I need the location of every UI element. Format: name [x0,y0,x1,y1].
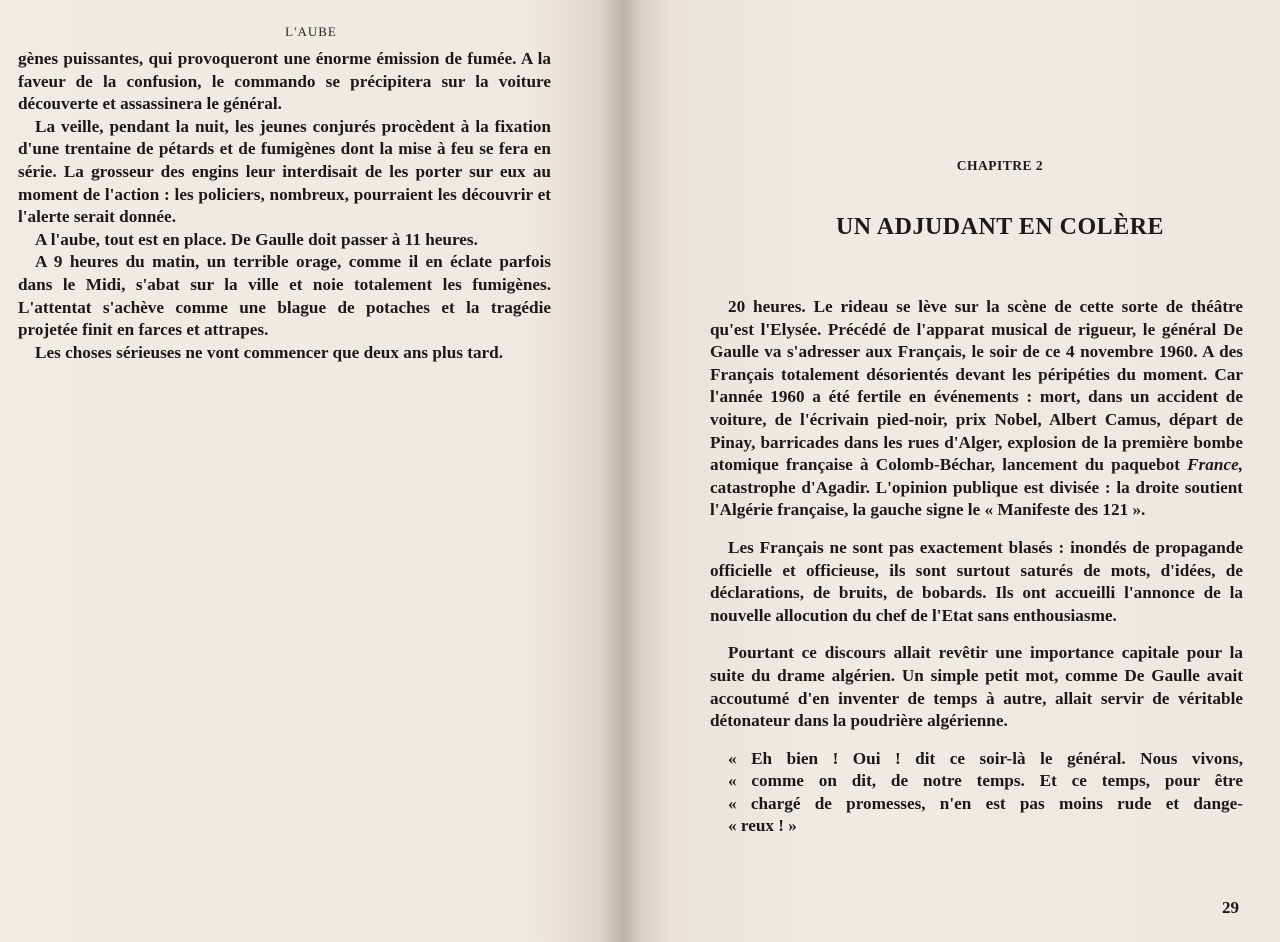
quote-line: « comme on dit, de notre temps. Et ce temps, pour être [728,771,1243,791]
paragraph [710,296,1243,522]
left-page [0,0,622,942]
chapter-title: UN ADJUDANT EN COLÈRE [835,214,1165,240]
running-head: L'AUBE [285,24,337,39]
paragraph: A l'aube, tout est en place. De Gaulle doit passer à 11 heures. [35,229,478,249]
quotation [710,748,1243,838]
paragraph: La veille, pendant la nuit, les jeunes conjurés procèdent à la fixation d'une trentaine de pétards et de fumigènes dont la mise à feu se fera en série. La grosseur des engins leur interdisait de les porter sur eux au moment de l'action : les policiers, nombreux, pourraient les découvrir et l'alerte serait donnée. [18,116,551,227]
paragraph-text: catastrophe d'Agadir. L'opinion publique est divisée : la droite soutient l'Algérie française, la gauche signe le « Manifeste des 121 ». [710,477,1243,520]
page-number: 29 [1222,898,1239,917]
right-body-text [710,296,1243,838]
quote-line: « reux ! » [728,816,797,836]
paragraph-text: 20 heures. Le rideau se lève sur la scène de cette sorte de théâtre qu'est l'Elysée. Précédé de l'apparat musical de rigueur, le général De Gaulle va s'adresser aux Français, le soir de ce 4 novembre 1960. A des Français totalement désorientés devant les péripéties du moment. Car l'année 1960 a été fertile en événements : mort, dans un accident de voiture, de l'écrivain pied-noir, prix Nobel, Albert Camus, départ de Pinay, barricades dans les rues d'Alger, explosion de la première bombe atomique française à Colomb-Béchar, lancement du paquebot [710,297,1243,475]
chapter-label: CHAPITRE 2 [956,158,1044,173]
paragraph: Les Français ne sont pas exactement blasés : inondés de propagande officielle et officieuse, ils sont surtout saturés de mots, d'idées, de déclarations, de bruits, de bobards. Ils ont accueilli l'annonce de la nouvelle allocution du chef de l'Etat sans enthousiasme. [710,537,1243,625]
left-body-text [18,48,551,364]
italic-ship-name: France, [1187,455,1243,475]
paragraph: Pourtant ce discours allait revêtir une importance capitale pour la suite du drame algérien. Un simple petit mot, comme De Gaulle avait accoutumé d'en inventer de temps à autre, allait servir de véritable détonateur dans la poudrière algérienne. [710,643,1243,731]
paragraph: gènes puissantes, qui provoqueront une énorme émission de fumée. A la faveur de la confusion, le commando se précipitera sur la voiture découverte et assassinera le général. [18,49,551,114]
quote-line: « chargé de promesses, n'en est pas moins rude et dange- [728,793,1243,813]
paragraph: A 9 heures du matin, un terrible orage, comme il en éclate parfois dans le Midi, s'abat sur la ville et noie totalement les fumigènes. L'attentat s'achève comme une blague de potaches et la tragédie projetée finit en farces et attrapes. [18,252,551,340]
paragraph: Les choses sérieuses ne vont commencer que deux ans plus tard. [35,342,504,362]
quote-line: « Eh bien ! Oui ! dit ce soir-là le général. Nous vivons, [728,748,1243,768]
